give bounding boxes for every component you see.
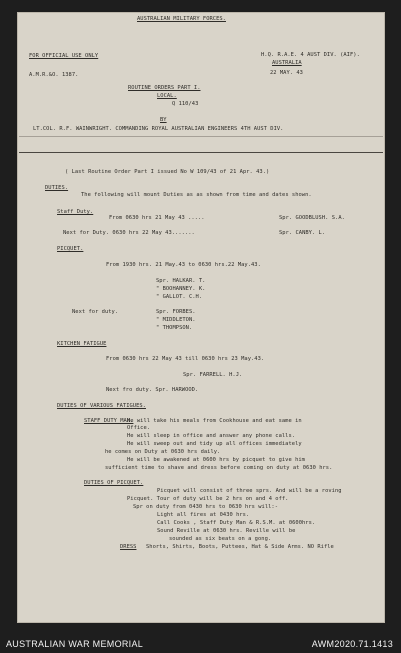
divider-rule: [19, 152, 383, 153]
sdm-line-3: He will sleep in office and answer any phone calls.: [127, 433, 296, 439]
form-reference: A.M.R.&O. 1387.: [29, 72, 79, 78]
staff-duty-man-heading: STAFF DUTY MAN.: [84, 418, 134, 424]
by-label: BY: [160, 117, 167, 123]
dress-text: Shorts, Shirts, Boots, Puttees, Hat & Side Arms. NO Rifle: [146, 544, 334, 550]
dress-label: DRESS: [120, 544, 137, 550]
kitchen-fatigue-heading: KITCHEN FATIGUE: [57, 341, 107, 347]
picquet-heading: PICQUET.: [57, 246, 84, 252]
document-title: AUSTRALIAN MILITARY FORCES.: [137, 16, 226, 22]
picquet-sapper-1: Spr. HALKAR. T.: [156, 278, 206, 284]
picquet-sapper-3: " GALLOT. C.H.: [156, 294, 203, 300]
picquet-next-1: Spr. FORBES.: [156, 309, 196, 315]
picquet-duty-line-5: Call Cooks , Staff Duty Man & R.S.M. at 0600hrs.: [157, 520, 316, 526]
last-order-reference: ( Last Routine Order Part I issued No W 109/43 of 21 Apr. 43.): [65, 169, 270, 175]
picquet-duty-line-6: Sound Reville at 0630 hrs. Reville will be: [157, 528, 296, 534]
staff-duty-heading: Staff Duty.: [57, 209, 94, 215]
picquet-next-2: " MIDDLETON.: [156, 317, 196, 323]
duties-of-picquet-heading: DUTIES OF PICQUET.: [84, 480, 144, 486]
picquet-duty-line-1: Picquet will consist of three sprs. And will be a roving: [157, 488, 342, 494]
faint-rule: [19, 136, 383, 137]
duties-heading: DUTIES.: [45, 185, 69, 191]
issuing-officer: LT.COL. R.F. WAINWRIGHT. COMMANDING ROYAL AUSTRALIAN ENGINEERS 4TH AUST DIV.: [33, 126, 284, 132]
picquet-duty-line-4: Light all fires at 0430 hrs.: [157, 512, 250, 518]
sdm-line-6: He will be awakened at 0600 hrs by picquet to give him: [127, 457, 305, 463]
staff-duty-next: Next for Duty. 0630 hrs 22 May 43.......: [63, 230, 195, 236]
sdm-line-5: he comes on Duty at 0630 hrs daily.: [105, 449, 221, 455]
staff-duty-from: From 0630 hrs 21 May 43 .....: [109, 215, 205, 221]
picquet-duty-line-7: sounded as six beats on a gong.: [169, 536, 272, 542]
document-page: [17, 12, 385, 623]
staff-duty-next-sapper: Spr. CANBY. L.: [279, 230, 326, 236]
archive-name: AUSTRALIAN WAR MEMORIAL: [6, 639, 144, 649]
picquet-from: From 1930 hrs. 21 May.43 to 0630 hrs.22 May.43.: [106, 262, 261, 268]
kitchen-fatigue-sapper: Spr. FARRELL. H.J.: [183, 372, 243, 378]
order-number: Q 110/43: [172, 101, 199, 107]
various-fatigues-heading: DUTIES OF VARIOUS FATIGUES.: [57, 403, 146, 409]
picquet-duty-line-2: Picquet. Tour of duty will be 2 hrs on and 4 off.: [127, 496, 289, 502]
routine-orders-subtitle: LOCAL.: [157, 93, 177, 99]
routine-orders-title: ROUTINE ORDERS PART I.: [128, 85, 201, 91]
duties-intro: The following will mount Duties as as shown from time and dates shown.: [81, 192, 312, 198]
kitchen-fatigue-next: Next fro duty. Spr. HARWOOD.: [106, 387, 199, 393]
official-use-label: FOR OFFICIAL USE ONLY: [29, 53, 99, 59]
country-label: AUSTRALIA: [272, 60, 302, 66]
sdm-line-7: sufficient time to shave and dress before coming on duty at 0630 hrs.: [105, 465, 333, 471]
sdm-line-2: Office.: [127, 425, 151, 431]
staff-duty-sapper: Spr. GOODBLUSH. S.A.: [279, 215, 345, 221]
picquet-next-label: Next for duty.: [72, 309, 119, 315]
picquet-next-3: " THOMPSON.: [156, 325, 193, 331]
sdm-line-1: He will take his meals from Cookhouse and eat same in: [127, 418, 302, 424]
kitchen-fatigue-from: From 0630 hrs 22 May 43 till 0630 hrs 23 May.43.: [106, 356, 265, 362]
document-date: 22 MAY. 43: [270, 70, 303, 76]
archive-reference: AWM2020.71.1413: [311, 639, 393, 649]
picquet-duty-line-3: Spr on duty from 0430 hrs to 0630 hrs will:-: [133, 504, 278, 510]
picquet-sapper-2: " BOOHANNEY. K.: [156, 286, 206, 292]
unit-designation: H.Q. R.A.E. 4 AUST DIV. (AIF).: [261, 52, 360, 58]
archive-footer: [0, 631, 401, 653]
sdm-line-4: He will sweep out and tidy up all offices immediately: [127, 441, 302, 447]
